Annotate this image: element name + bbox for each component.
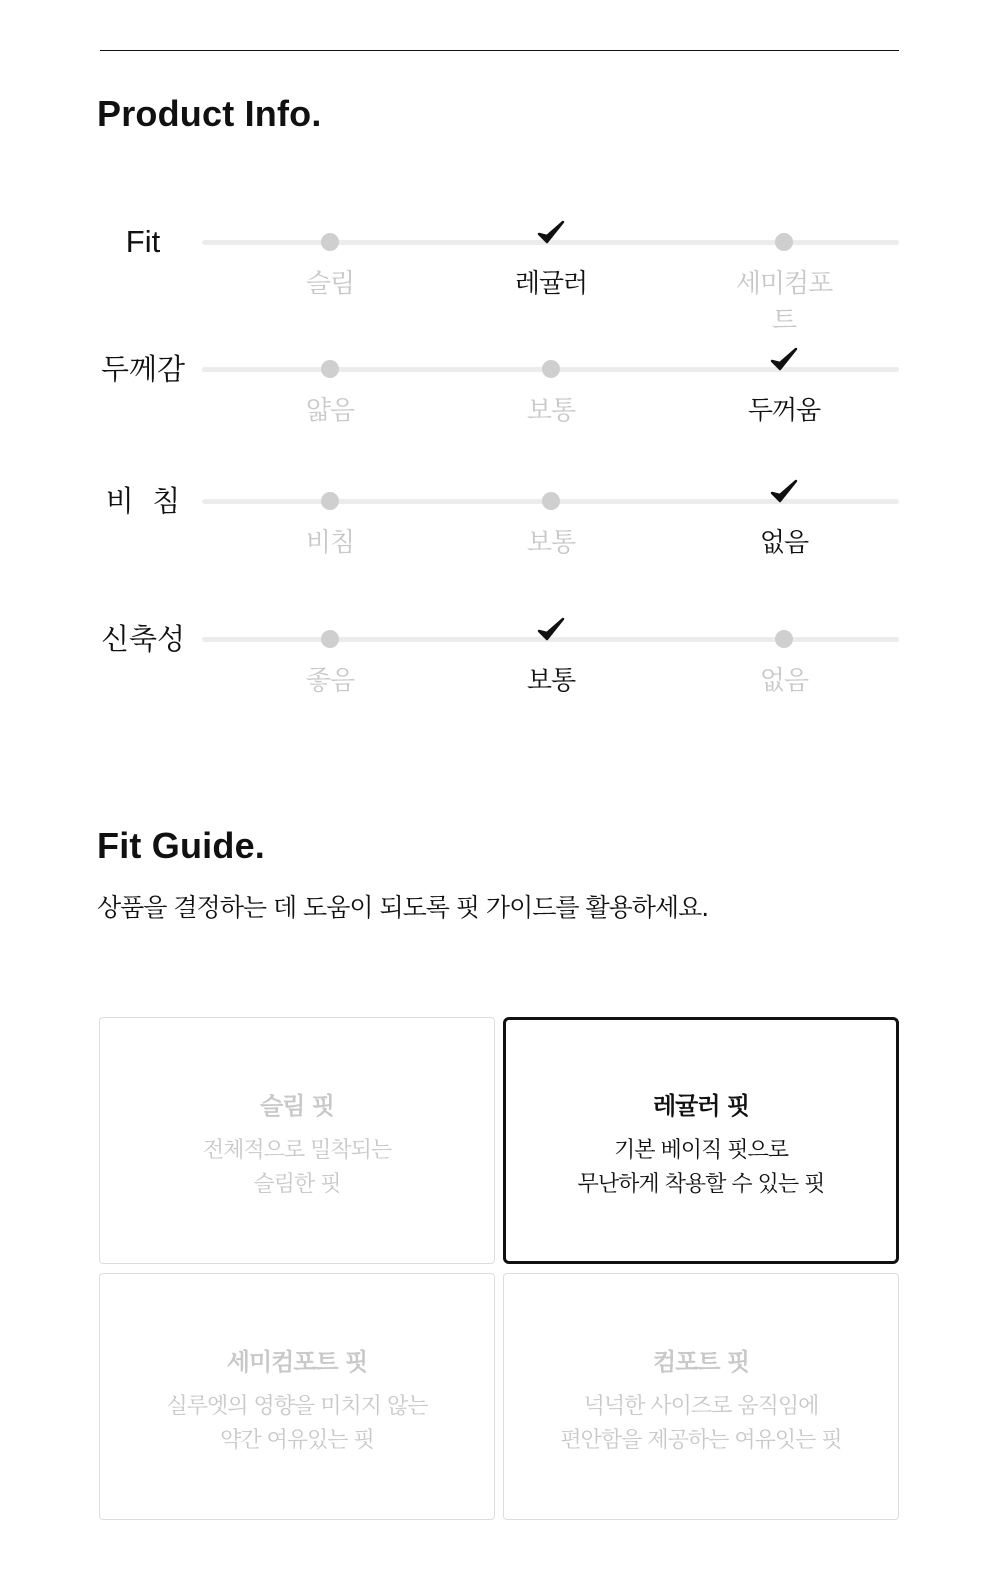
card-description-line: 기본 베이직 핏으로 xyxy=(613,1138,788,1163)
rating-row-label: Fit xyxy=(125,224,161,259)
regular-fit-card[interactable] xyxy=(503,1017,899,1264)
product-info-title: Product Info. xyxy=(97,93,322,134)
slim-fit-card[interactable] xyxy=(99,1017,495,1264)
comfort-fit-card[interactable] xyxy=(503,1273,899,1520)
card-description-line: 무난하게 착용할 수 있는 핏 xyxy=(577,1172,825,1197)
rating-option-label: 세미컴포트 xyxy=(735,269,833,336)
dot-icon xyxy=(542,492,560,510)
dot-icon xyxy=(775,233,793,251)
rating-row-thickness xyxy=(0,352,1000,432)
card-description-line: 슬림한 핏 xyxy=(253,1172,341,1197)
rating-option-label: 보통 xyxy=(526,528,576,558)
card-description xyxy=(100,1134,494,1202)
dot-icon xyxy=(775,630,793,648)
card-title: 세미컴포트 핏 xyxy=(226,1348,368,1376)
rating-row-label: 비 침 xyxy=(105,484,181,518)
card-description-line: 넉넉한 사이즈로 움직임에 xyxy=(583,1394,819,1419)
checkmark-icon xyxy=(768,344,800,376)
card-title: 컴포트 핏 xyxy=(652,1348,750,1376)
rating-row-stretch xyxy=(0,622,1000,702)
card-description-line: 편안함을 제공하는 여유잇는 핏 xyxy=(560,1428,842,1453)
card-description-line: 전체적으로 밀착되는 xyxy=(202,1138,392,1163)
card-title: 슬림 핏 xyxy=(260,1092,334,1120)
card-description xyxy=(504,1390,898,1458)
card-description xyxy=(100,1390,494,1458)
rating-row-fit xyxy=(0,224,1000,336)
rating-option-label: 없음 xyxy=(759,666,809,696)
card-title: 레귤러 핏 xyxy=(652,1092,750,1120)
rating-option-label: 보통 xyxy=(526,396,576,426)
fit-guide-description: 상품을 결정하는 데 도움이 되도록 핏 가이드를 활용하세요. xyxy=(97,893,709,922)
dot-icon xyxy=(321,630,339,648)
semi-comfort-fit-card[interactable] xyxy=(99,1273,495,1520)
rating-option-label: 슬림 xyxy=(305,269,355,299)
rating-option-label: 좋음 xyxy=(305,666,355,696)
rating-row-label: 신축성 xyxy=(100,622,186,656)
dot-icon xyxy=(321,233,339,251)
card-description-line: 실루엣의 영향을 미치지 않는 xyxy=(166,1394,428,1419)
rating-option-label: 두꺼움 xyxy=(747,396,821,426)
checkmark-icon xyxy=(768,476,800,508)
rating-option-label: 비침 xyxy=(305,528,355,558)
rating-option-label: 없음 xyxy=(759,528,809,558)
checkmark-icon xyxy=(535,614,567,646)
rating-option-label: 보통 xyxy=(526,666,576,696)
dot-icon xyxy=(321,360,339,378)
checkmark-icon xyxy=(535,217,567,249)
rating-row-see-through xyxy=(0,484,1000,564)
card-description-line: 약간 여유있는 핏 xyxy=(220,1428,374,1453)
fit-guide-title: Fit Guide. xyxy=(97,825,265,866)
dot-icon xyxy=(321,492,339,510)
rating-option-label: 레귤러 xyxy=(514,269,588,299)
rating-option-label: 얇음 xyxy=(305,396,355,426)
card-description xyxy=(506,1134,896,1202)
rating-row-label: 두께감 xyxy=(100,352,186,386)
top-divider xyxy=(100,50,899,51)
dot-icon xyxy=(542,360,560,378)
